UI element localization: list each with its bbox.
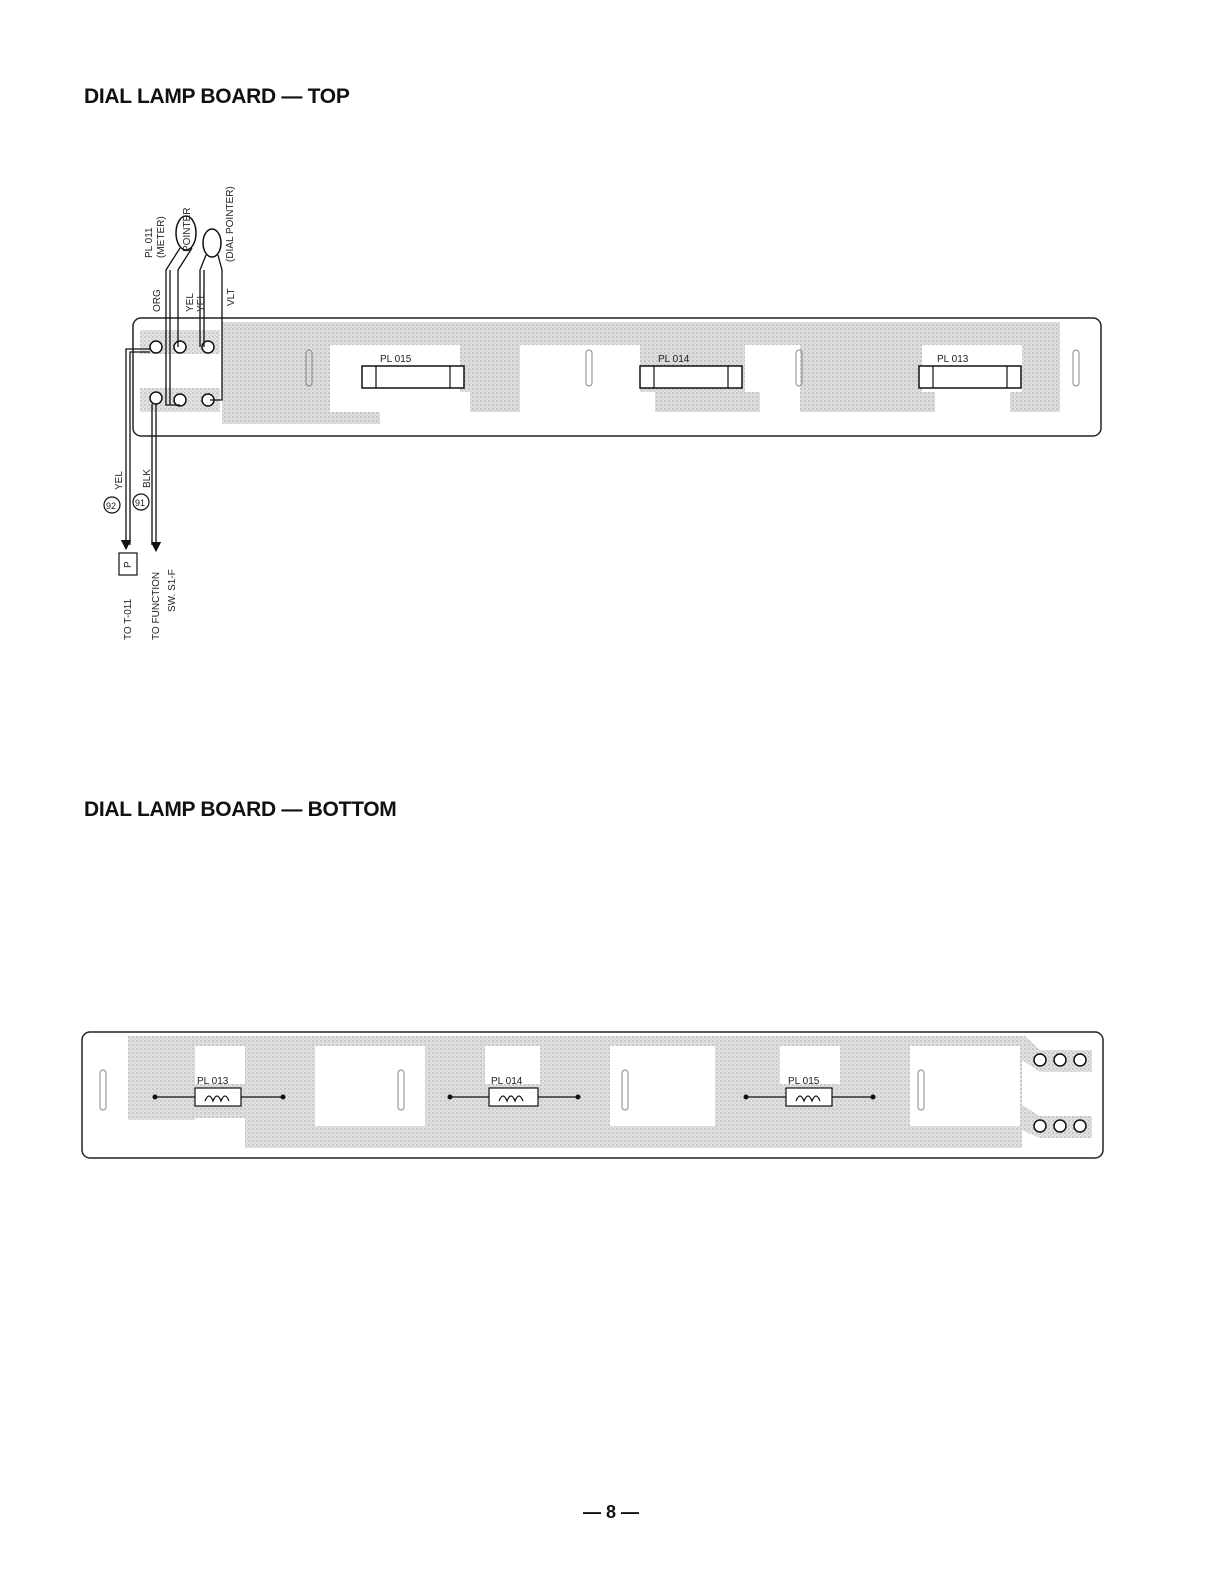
meter-lamp-line1: PL 011 [144, 227, 155, 258]
bottom-board [82, 1032, 1103, 1158]
top-lamp-pl013 [919, 366, 1021, 388]
lead-yel-label: YEL [114, 471, 125, 490]
top-board-title: DIAL LAMP BOARD — TOP [84, 85, 350, 108]
wire-org-label: ORG [152, 289, 163, 312]
wire-number-92 [104, 497, 120, 513]
dest-function-1: TO FUNCTION [151, 571, 162, 640]
wire-number-91 [133, 494, 149, 510]
wire-yel2-label: YEL [196, 293, 207, 312]
wire-vlt-label: VLT [226, 288, 237, 306]
bottom-label-pl015: PL 015 [788, 1076, 820, 1087]
dest-t011: TO T-011 [123, 598, 134, 640]
top-lamp-pl015 [362, 366, 464, 388]
top-label-pl013: PL 013 [937, 354, 969, 365]
top-vertical-labels [144, 186, 237, 312]
bottom-label-pl014: PL 014 [491, 1076, 523, 1087]
dest-function-2: SW. S1-F [167, 569, 178, 612]
top-label-pl015: PL 015 [380, 354, 412, 365]
dial-lamp-bulb [203, 229, 221, 257]
destination-labels [123, 569, 178, 640]
meter-lamp-line3: POINTER [182, 207, 193, 252]
meter-lamp-line2: (METER) [156, 216, 167, 258]
lead-labels [114, 469, 153, 490]
connector-p [119, 553, 137, 575]
svg-text:91: 91 [135, 498, 146, 508]
dial-lamp-line1: (DIAL POINTER) [225, 186, 236, 262]
svg-text:92: 92 [106, 501, 117, 511]
page-number: — 8 — [583, 1502, 640, 1522]
lead-blk-label: BLK [142, 469, 153, 488]
wire-yel1-label: YEL [185, 293, 196, 312]
bottom-board-title: DIAL LAMP BOARD — BOTTOM [84, 798, 397, 821]
top-lamp-pl014 [640, 366, 742, 388]
top-board [104, 186, 1101, 640]
bottom-label-pl013: PL 013 [197, 1076, 229, 1087]
svg-text:P: P [123, 561, 134, 568]
bottom-board-foil [128, 1036, 1092, 1148]
top-label-pl014: PL 014 [658, 354, 690, 365]
